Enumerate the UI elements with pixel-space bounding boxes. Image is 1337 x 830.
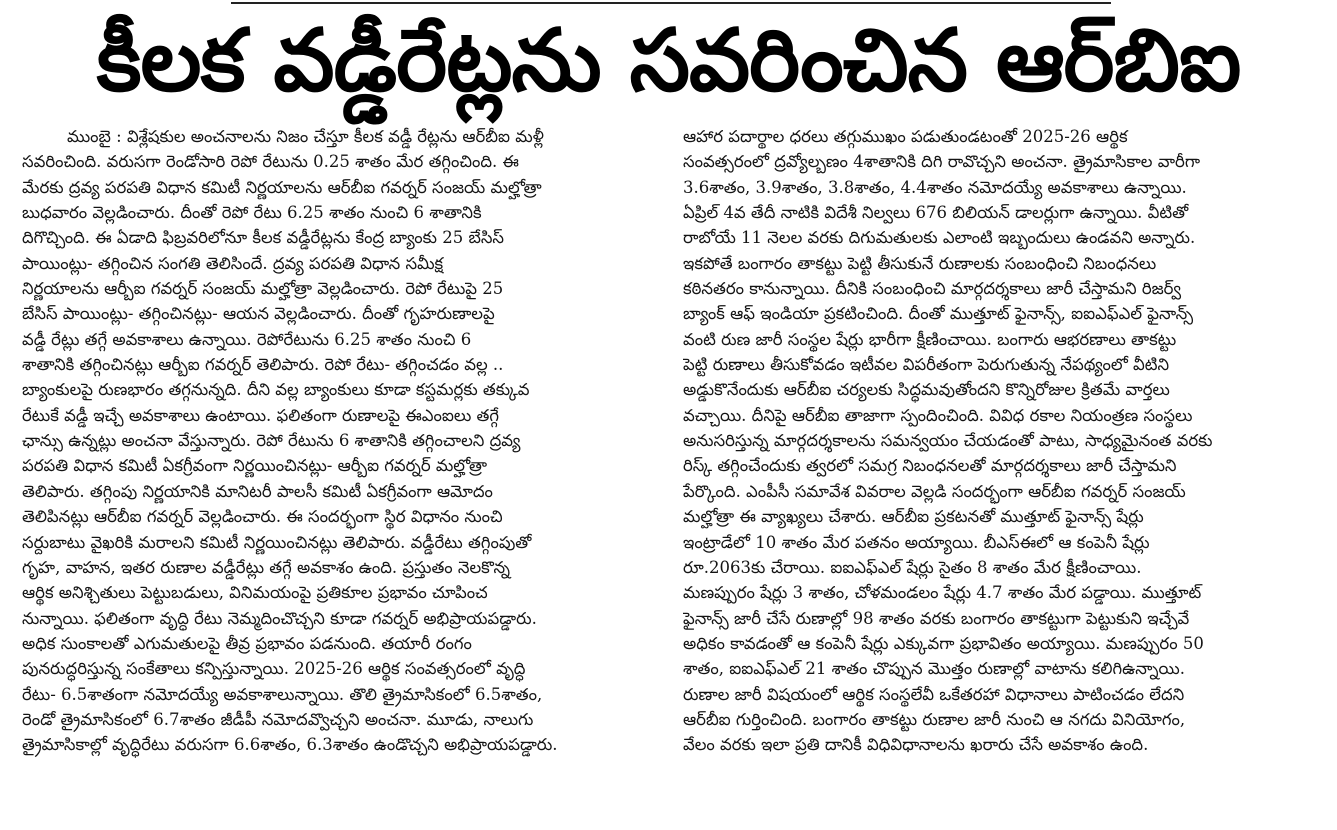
article-line: వచ్చాయి. దీనిపై ఆర్‌బీఐ తాజాగా స్పందించింది. వివిధ రకాల నియంత్రణ సంస్థలు [683, 405, 1193, 425]
article-line: బ్యాంక్ ఆఫ్ ఇండియా ప్రకటించింది. దీంతో ముత్తూట్ ఫైనాన్స్, ఐఐఎఫ్ఎల్ ఫైనాన్స్ [683, 304, 1194, 324]
article-line: ఏప్రిల్ 4వ తేదీ నాటికి విదేశీ నిల్వలు 676 బిలియన్ డాలర్లుగా ఉన్నాయి. వీటితో [683, 203, 1189, 223]
article-line: రూ.2063కు చేరాయి. ఐఐఎఫ్ఎల్ షేర్లు సైతం 8 శాతం మేర క్షీణించాయి. [683, 557, 1142, 577]
article-line: ఇకపోతే బంగారం తాకట్టు పెట్టి తీసుకునే రుణాలకు సంబంధించి నిబంధనలు [683, 253, 1157, 273]
headline: కీలక వడ్డీరేట్లను సవరించిన ఆర్‌బిఐ [96, 11, 1241, 111]
article-line: నున్నాయి. ఫలితంగా వృద్ధి రేటు నెమ్మదించొచ్చని కూడా గవర్నర్ అభిప్రాయపడ్డారు. [22, 608, 537, 628]
article-column-left [22, 124, 672, 758]
article-line: రిస్క్ తగ్గించేందుకు త్వరలో సమగ్ర నిబంధనలతో మార్గదర్శకాలు జారీ చేస్తామని [683, 456, 1177, 476]
article-line: అడ్డుకొనేందుకు ఆర్‌బీఐ చర్యలకు సిద్ధమవుతోందని కొన్నిరోజుల క్రితమే వార్తలు [683, 380, 1170, 400]
article-line: శాతానికి తగ్గించినట్లు ఆర్బీఐ గవర్నర్ తెలిపారు. రెపో రేటు- తగ్గించడం వల్ల .. [22, 355, 504, 375]
article-line: ఆహార పదార్థాల ధరలు తగ్గుముఖం పడుతుండటంతో 2025-26 ఆర్థిక [683, 127, 1128, 146]
article-line: రెండో త్రైమాసికంలో 6.7శాతం జీడీపీ నమోదవ్వొచ్చని అంచనా. మూడు, నాలుగు [22, 709, 534, 729]
article-line: బుధవారం వెల్లడించారు. దీంతో రెపో రేటు 6.25 శాతం నుంచి 6 శాతానికి [22, 203, 482, 223]
article-line: పెట్టి రుణాలు తీసుకోవడం ఇటీవల విపరీతంగా పెరుగుతున్న నేపథ్యంలో వీటిని [683, 355, 1170, 375]
article-line: మేరకు ద్రవ్య పరపతి విధాన కమిటీ నిర్ణయాలను ఆర్‌బీఐ గవర్నర్ సంజయ్ మల్హోత్రా [22, 177, 542, 197]
article-column-right [683, 124, 1323, 758]
article-line: తెలిపారు. తగ్గింపు నిర్ణయానికి మానిటరీ పాలసీ కమిటీ ఏకగ్రీవంగా ఆమోదం [22, 481, 493, 501]
article-line: పునరుద్ధరిస్తున్న సంకేతాలు కన్పిస్తున్నాయి. 2025-26 ఆర్థిక సంవత్సరంలో వృద్ధి [22, 659, 526, 679]
article-line: పరపతి విధాన కమిటీ ఏకగ్రీవంగా నిర్ణయించినట్లు- ఆర్బీఐ గవర్నర్ మల్హోత్రా [22, 456, 488, 476]
article-line: తెలిపినట్లు ఆర్‌బీఐ గవర్నర్ వెల్లడించారు. ఈ సందర్భంగా స్థిర విధానం నుంచి [22, 507, 503, 527]
article-line: వంటి రుణ జారీ సంస్థల షేర్లు భారీగా క్షీణించాయి. బంగారు ఆభరణాలు తాకట్టు [683, 329, 1177, 349]
article-line: ఆర్‌బీఐ గుర్తించింది. బంగారం తాకట్టు రుణాల జారీ నుంచి ఆ నగదు వినియోగం, [683, 709, 1186, 729]
article-line: రాబోయే 11 నెలల వరకు దిగుమతులకు ఎలాంటి ఇబ్బందులు ఉండవని అన్నారు. [683, 228, 1196, 248]
article-line: కఠినతరం కానున్నాయి. దీనికి సంబంధించి మార్గదర్శకాలు జారీ చేస్తామని రిజర్వ్ [683, 279, 1182, 299]
article-line: పేర్కొంది. ఎంపీసీ సమావేశ వివరాల వెల్లడి సందర్భంగా ఆర్‌బీఐ గవర్నర్ సంజయ్ [683, 481, 1186, 501]
article-line: అధికం కావడంతో ఆ కంపెనీ షేర్లు ఎక్కువగా ప్రభావితం అయ్యాయి. మణప్పురం 50 [683, 633, 1204, 653]
article-line: బేసిస్ పాయింట్లు- తగ్గించినట్లు- ఆయన వెల్లడించారు. దీంతో గృహరుణాలపై [22, 304, 495, 324]
article-line: త్రైమాసికాల్లో వృద్ధిరేటు వరుసగా 6.6శాతం, 6.3శాతం ఉండొచ్చని అభిప్రాయపడ్డారు. [22, 735, 558, 755]
top-rule [231, 2, 1111, 4]
article-line: రేటుకే వడ్డీ ఇచ్చే అవకాశాలు ఉంటాయి. ఫలితంగా రుణాలపై ఈఎంఐలు తగ్గే [22, 405, 500, 425]
article-line: ముంబై : విశ్లేషకుల అంచనాలను నిజం చేస్తూ కీలక వడ్డీ రేట్లను ఆర్‌బీఐ మళ్లీ [67, 127, 544, 146]
article-line: నిర్ణయాలను ఆర్బీఐ గవర్నర్ సంజయ్ మల్హోత్రా వెల్లడించారు. రెపో రేటుపై 25 [22, 279, 504, 299]
article-line: ఇంట్రాడేలో 10 శాతం మేర పతనం అయ్యాయి. బీఎస్ఈలో ఆ కంపెనీ షేర్లు [683, 532, 1150, 552]
article-line: సంవత్సరంలో ద్రవ్యోల్బణం 4శాతానికి దిగి రావొచ్చని అంచనా. త్రైమాసికాల వారీగా [683, 152, 1201, 172]
article-line: అధిక సుంకాలతో ఎగుమతులపై తీవ్ర ప్రభావం పడనుంది. తయారీ రంగం [22, 633, 472, 653]
article-line: రుణాల జారీ విషయంలో ఆర్థిక సంస్థలేవీ ఒకేతరహా విధానాలు పాటించడం లేదని [683, 684, 1185, 704]
article-line: అనుసరిస్తున్న మార్గదర్శకాలను సమన్వయం చేయడంతో పాటు, సాధ్యమైనంత వరకు [683, 431, 1213, 451]
article-line: ఫైనాన్స్ జారీ చేసే రుణాల్లో 98 శాతం వరకు బంగారం తాకట్టుగా పెట్టుకుని ఇచ్చేవే [683, 608, 1190, 628]
article-line: 3.6శాతం, 3.9శాతం, 3.8శాతం, 4.4శాతం నమోదయ్యే అవకాశాలు ఉన్నాయి. [683, 177, 1187, 197]
article-line: సవరించింది. వరుసగా రెండోసారి రెపో రేటును 0.25 శాతం మేర తగ్గించింది. ఈ [22, 152, 519, 172]
article-line: బ్యాంకులపై రుణభారం తగ్గనున్నది. దీని వల్ల బ్యాంకులు కూడా కస్టమర్లకు తక్కువ [22, 380, 530, 400]
article-line: దిగొచ్చింది. ఈ ఏడాది ఫిబ్రవరిలోనూ కీలక వడ్డీరేట్లను కేంద్ర బ్యాంకు 25 బేసిస్ [22, 228, 504, 248]
article-line: సర్దుబాటు వైఖరికి మరాలని కమిటీ నిర్ణయించినట్లు తెలిపారు. వడ్డీరేటు తగ్గింపుతో [22, 532, 532, 552]
article-line: పాయింట్లు- తగ్గించిన సంగతి తెలిసిందే. ద్రవ్య పరపతి విధాన సమీక్ష [22, 253, 444, 273]
article-line: వేలం వరకు ఇలా ప్రతి దానికీ విధివిధానాలను ఖరారు చేసే అవకాశం ఉంది. [683, 735, 1149, 755]
article-line: గృహ, వాహన, ఇతర రుణాల వడ్డీరేట్లు తగ్గే అవకాశం ఉంది. ప్రస్తుతం నెలకొన్న [22, 557, 510, 577]
article-line: మణప్పురం షేర్లు 3 శాతం, చోళమండలం షేర్లు 4.7 శాతం మేర పడ్డాయి. ముత్తూట్ [683, 583, 1202, 603]
article-line: వడ్డీ రేట్లు తగ్గే అవకాశాలు ఉన్నాయి. రెపోరేటును 6.25 శాతం నుంచి 6 [22, 329, 472, 349]
article-line: శాతం, ఐఐఎఫ్ఎల్ 21 శాతం చొప్పున మొత్తం రుణాల్లో వాటాను కలిగిఉన్నాయి. [683, 659, 1185, 679]
article-line: ఛాన్సు ఉన్నట్లు అంచనా వేస్తున్నారు. రెపో రేటును 6 శాతానికి తగ్గించాలని ద్రవ్య [22, 431, 521, 451]
article-line: మల్హోత్రా ఈ వ్యాఖ్యలు చేశారు. ఆర్‌బీఐ ప్రకటనతో ముత్తూట్ ఫైనాన్స్ షేర్లు [683, 507, 1144, 527]
article-line: రేటు- 6.5శాతంగా నమోదయ్యే అవకాశాలున్నాయి. తొలి త్రైమాసికంలో 6.5శాతం, [22, 684, 543, 704]
article-line: ఆర్థిక అనిశ్చితులు పెట్టుబడులు, వినిమయంపై ప్రతికూల ప్రభావం చూపించ [22, 583, 488, 603]
